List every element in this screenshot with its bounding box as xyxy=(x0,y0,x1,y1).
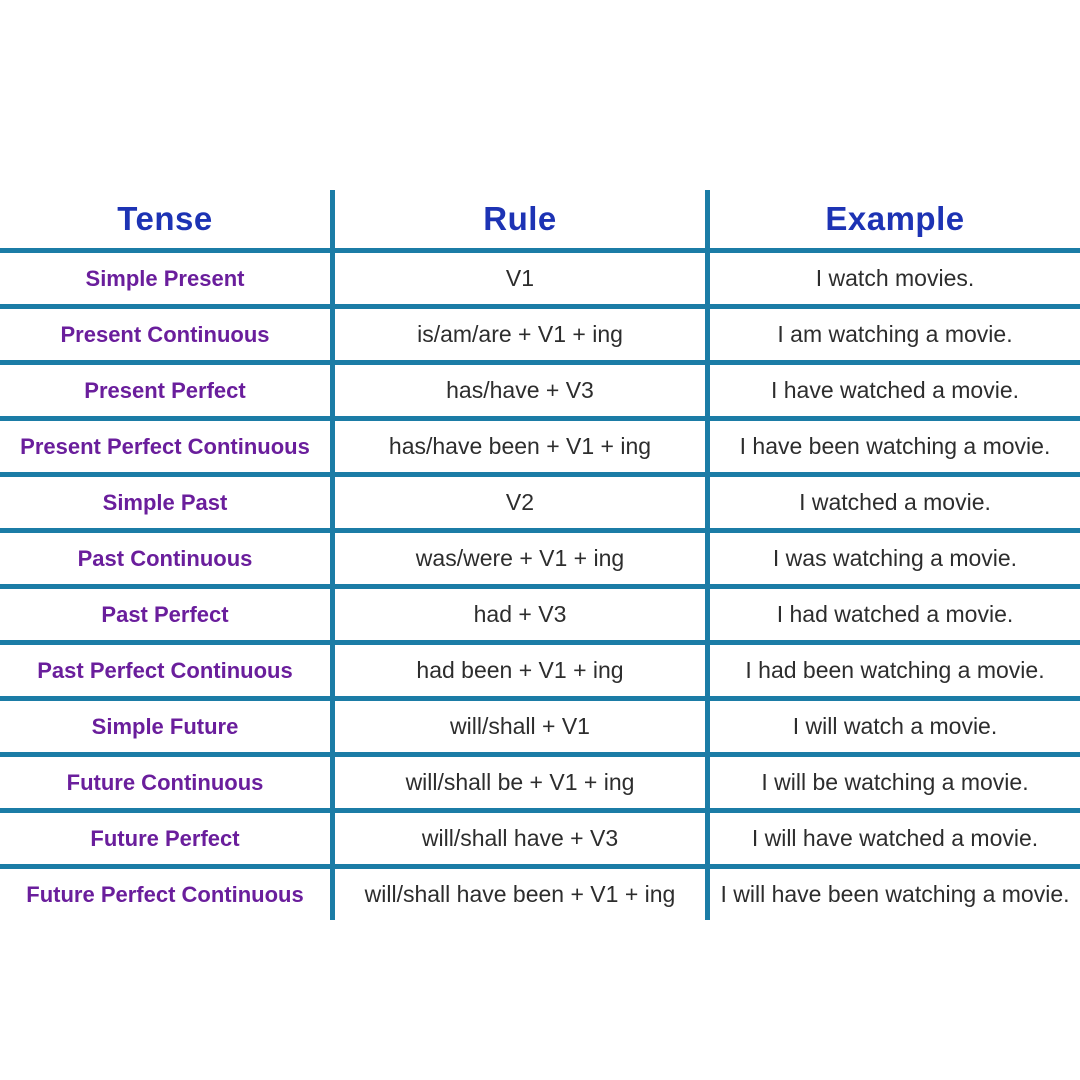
rule-cell: has/have been + V1 + ing xyxy=(330,421,705,472)
header-rule: Rule xyxy=(330,190,705,248)
rule-cell: will/shall be + V1 + ing xyxy=(330,757,705,808)
table-row xyxy=(0,584,1080,640)
example-cell: I will have been watching a movie. xyxy=(705,869,1080,920)
tense-cell: Present Perfect xyxy=(84,377,246,403)
rule-cell: will/shall have + V3 xyxy=(330,813,705,864)
table-row xyxy=(0,696,1080,752)
table-row xyxy=(0,304,1080,360)
table-row xyxy=(0,472,1080,528)
table-row xyxy=(0,360,1080,416)
example-cell: I have been watching a movie. xyxy=(705,421,1080,472)
tense-cell: Future Continuous xyxy=(66,769,264,795)
tense-cell: Future Perfect xyxy=(90,825,240,851)
tense-cell: Past Perfect Continuous xyxy=(37,657,293,683)
example-cell: I had watched a movie. xyxy=(705,589,1080,640)
example-cell: I had been watching a movie. xyxy=(705,645,1080,696)
rule-cell: is/am/are + V1 + ing xyxy=(330,309,705,360)
rule-cell: will/shall + V1 xyxy=(330,701,705,752)
header-example: Example xyxy=(705,190,1080,248)
tense-cell: Present Perfect Continuous xyxy=(20,433,310,459)
rule-cell: V1 xyxy=(330,253,705,304)
tense-cell: Simple Past xyxy=(102,489,228,515)
rule-cell: was/were + V1 + ing xyxy=(330,533,705,584)
tense-cell: Simple Future xyxy=(91,713,239,739)
tense-table xyxy=(0,190,1080,920)
example-cell: I have watched a movie. xyxy=(705,365,1080,416)
table-row xyxy=(0,416,1080,472)
tense-cell: Past Perfect xyxy=(101,601,229,627)
example-cell: I will be watching a movie. xyxy=(705,757,1080,808)
table-row xyxy=(0,864,1080,920)
table-row xyxy=(0,248,1080,304)
table-row xyxy=(0,752,1080,808)
table-row xyxy=(0,528,1080,584)
table-row xyxy=(0,640,1080,696)
rule-cell: had + V3 xyxy=(330,589,705,640)
rule-cell: V2 xyxy=(330,477,705,528)
rule-cell: had been + V1 + ing xyxy=(330,645,705,696)
example-cell: I am watching a movie. xyxy=(705,309,1080,360)
rule-cell: will/shall have been + V1 + ing xyxy=(330,869,705,920)
header-tense: Tense xyxy=(117,200,213,237)
example-cell: I will have watched a movie. xyxy=(705,813,1080,864)
tense-cell: Future Perfect Continuous xyxy=(26,881,304,907)
example-cell: I was watching a movie. xyxy=(705,533,1080,584)
tense-cell: Past Continuous xyxy=(77,545,253,571)
example-cell: I will watch a movie. xyxy=(705,701,1080,752)
example-cell: I watched a movie. xyxy=(705,477,1080,528)
table-row xyxy=(0,808,1080,864)
table-header-row xyxy=(0,190,1080,248)
rule-cell: has/have + V3 xyxy=(330,365,705,416)
example-cell: I watch movies. xyxy=(705,253,1080,304)
tense-cell: Simple Present xyxy=(85,265,245,291)
tense-cell: Present Continuous xyxy=(60,321,270,347)
